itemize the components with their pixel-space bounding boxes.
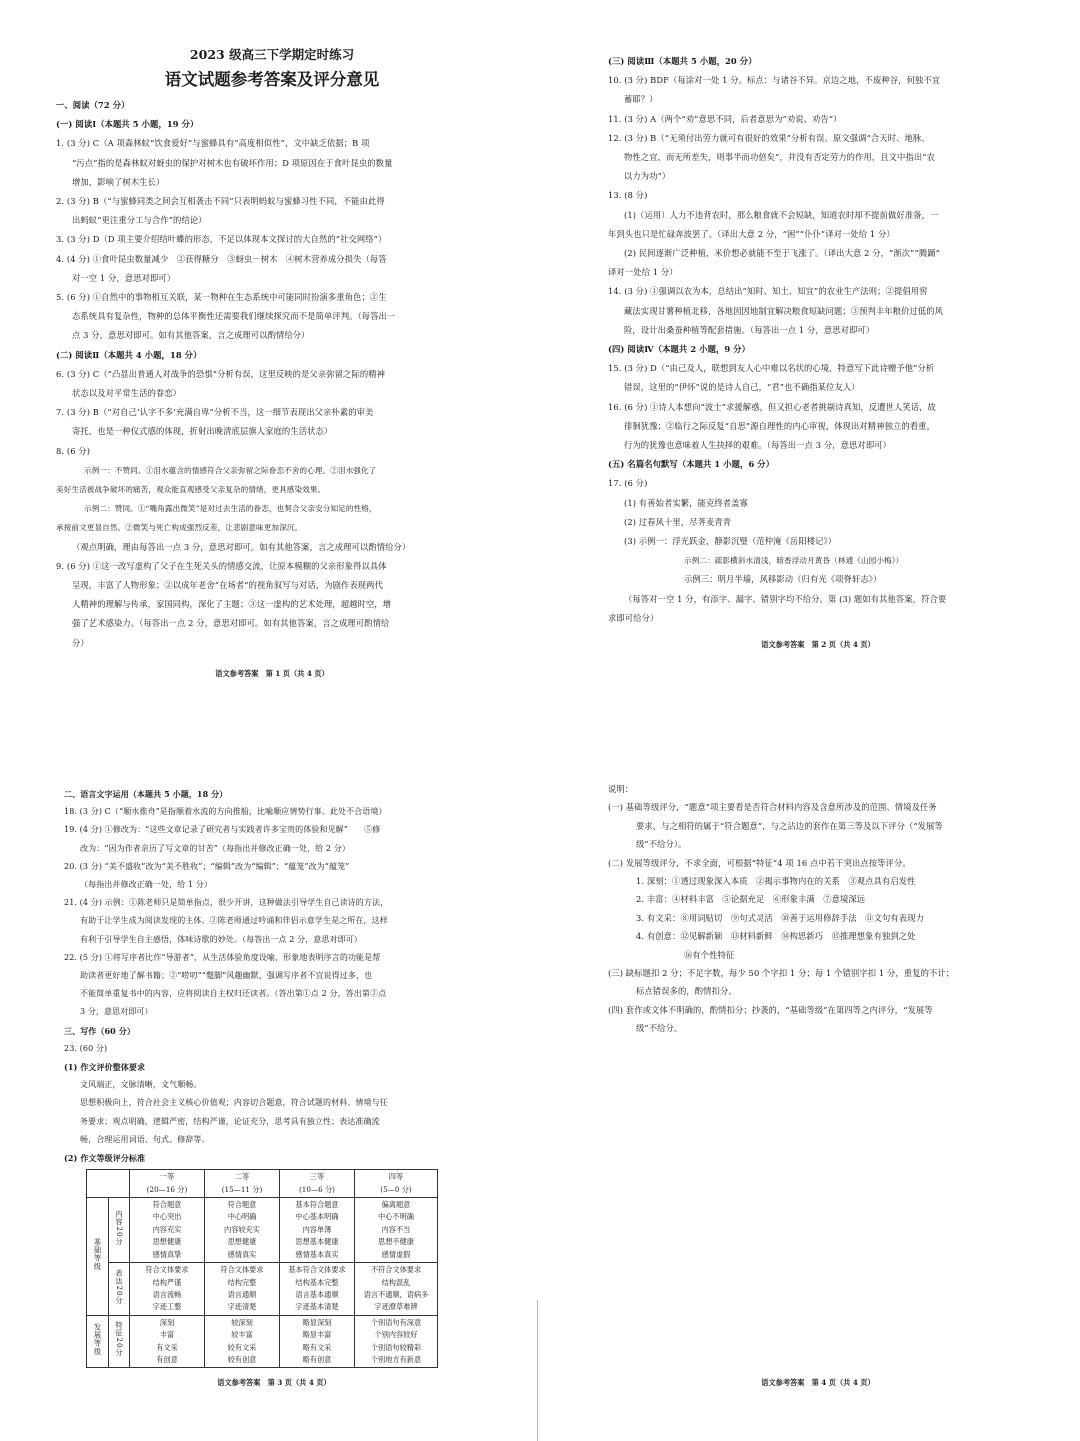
text-line: 4. (4 分) ①食叶昆虫数量减少 ②获得糖分 ③蚜虫－树木 ④树木营养成分损失（每答: [56, 253, 387, 264]
text-line: 示例三：明月半墙，风移影动（归有光《项脊轩志》）: [684, 574, 882, 585]
text-line: (1) 作文评价整体要求: [64, 1062, 146, 1073]
text-line: 19. (4 分) ①修改为：“这些文章记录了研究者与实践者许多宝贵的体验和见解” ⑤修: [64, 825, 381, 835]
table-cell: 基本符合题意 中心基本明确 内容单薄 思想基本健康 感情基本真实: [280, 1198, 355, 1263]
page-footer: 语文参考答案 第 2 页（共 4 页）: [761, 640, 875, 650]
text-line: 险，设计出桑蚕种植等配套措施。（每答出一点 1 分，意思对即可）: [624, 324, 875, 335]
text-line: 说明：: [608, 784, 634, 794]
text-line: 译对一处给 1 分）: [608, 267, 678, 278]
text-line: 务要求；观点明确，逻辑严密，结构严谨，论证充分，思考具有独立性；表达准确流: [80, 1116, 380, 1126]
text-line: 21. (4 分) 示例：①陈老师只是简单指点，很少开讲，这种做法引导学生自己读诗的方法，: [64, 898, 389, 908]
text-line: 行为的犹豫也意味着人生抉择的艰难。（每答出一点 3 分，意思对即可）: [624, 440, 892, 451]
page-3-content: [64, 785, 484, 1167]
text-line: 13. (8 分): [608, 190, 648, 201]
text-line: 以力为功”）: [624, 171, 671, 182]
text-line: 级”不给分）。: [636, 839, 687, 850]
text-line: 人精神的理解与传承，家国同构，深化了主题；③这一虚构的艺术处理，超越时空，增: [72, 599, 392, 610]
text-line: (一) 阅读Ⅰ（本题共 5 小题，19 分）: [56, 119, 199, 130]
row-label: 内容20分: [108, 1198, 130, 1263]
group-dev-label: 发展等级: [87, 1315, 109, 1368]
text-line: 1. 深刻：①透过现象深入本质 ②揭示事物内在的关系 ③观点具有启发性: [636, 876, 916, 887]
page-footer: 语文参考答案 第 4 页（共 4 页）: [761, 1378, 875, 1387]
exam-title: 2023 级高三下学期定时练习: [189, 47, 355, 62]
text-line: （观点明确，理由每答出一点 3 分，意思对即可。如有其他答案，言之成理可以酌情给分）: [72, 541, 411, 552]
text-line: 藏法实现甘薯种植北移，各地因因地制宜解决粮食短缺问题；③预判丰年粮价过低的风: [624, 305, 944, 316]
text-line: (1)（运用）人力不违背农时，那么粮食就不会短缺，知道农时却不提前做好准备，一: [624, 209, 939, 220]
text-line: 15. (3 分) D（“由己及人，联想到友人心中难以名状的心境，特意写下此诗赠予他”分析: [608, 363, 935, 374]
text-line: 改为：“因为作者亲历了写文章的甘苦”（每指出并修改正确一处，给 2 分）: [80, 843, 350, 853]
text-line: 3. (3 分) D（D 项主要介绍结叶蝶的形态，不足以体现本文探讨的大自然的“社交网络”）: [56, 234, 387, 245]
text-line: 年到头也只是忙碌奔波罢了。（译出大意 2 分，“困”“仆仆”译对一处给 1 分）: [608, 228, 895, 239]
text-line: 文风端正，文脉清晰，文气顺畅。: [80, 1080, 202, 1090]
table-cell: 符合文体要求 结构严谨 语言流畅 字迹工整: [130, 1263, 205, 1316]
text-line: 求即可给分）: [608, 612, 659, 623]
text-line: 美好生活被战争破坏的痛苦，观众能直观感受父亲复杂的情绪，更具感染效果。: [56, 485, 326, 495]
text-line: (1) 有善始者实繁，能克终者盖寡: [624, 497, 748, 508]
text-line: 6. (3 分) C（“凸显出普通人对战争的恐惧”分析有误，这里反映的是父亲弥留之际的精神: [56, 368, 386, 379]
table-cell: 不符合文体要求 结构混乱 语言不通顺，语病多 字迹潦草难辨: [355, 1263, 438, 1316]
text-line: (2) 作文等级评分标准: [64, 1153, 146, 1164]
text-line: 1. (3 分) C（A 项森林蚁“饮食爱好”与蜜蜂具有“高度相似性”，文中缺乏依据；B 项: [56, 138, 370, 149]
text-line: 16. (6 分) ①诗人本想向“波士”求援解惑，但又担心老者挑剔诗真知，反遭世人笑话，故: [608, 401, 936, 412]
text-line: 承接前文更显自然。②微笑与死亡构成强烈反差，让悲剧意味更加深沉。: [56, 523, 303, 533]
table-cell: 符合题意 中心突出 内容充实 思想健康 感情真挚: [130, 1198, 205, 1263]
grade-header: 四等 (5—0 分): [355, 1170, 438, 1198]
text-line: (三) 阅读Ⅲ（本题共 5 小题，20 分）: [608, 56, 757, 66]
text-line: 呈现，丰富了人物形象；②以成年老舍“在场者”的视角叙写与对话，为剧作表现两代: [72, 580, 383, 591]
page-footer: 语文参考答案 第 1 页（共 4 页）: [215, 668, 329, 678]
text-line: “污点”指的是森林蚁对蚜虫的保护对树木也有破坏作用；D 项原因在于食叶昆虫的数量: [72, 157, 393, 168]
text-line: 分）: [72, 637, 89, 648]
text-line: (二) 阅读Ⅱ（本题共 4 小题，18 分）: [56, 349, 202, 360]
row-label: 特征20分: [108, 1315, 130, 1368]
text-line: 7. (3 分) B（“对自己‘认字不多’充满自卑”分析不当，这一细节表现出父亲朴素的审美: [56, 407, 374, 418]
text-line: 错误，这里的“伊怀”说的是诗人自己，“君”也不确指某位友人）: [624, 382, 860, 393]
text-line: 出蚂蚁“更注重分工与合作”的结论）: [72, 215, 207, 226]
text-line: （每指出并修改正确一处，给 1 分）: [80, 880, 212, 890]
grade-header: 三等 (10—6 分): [280, 1170, 355, 1198]
text-line: 强了艺术感染力。（每答出一点 2 分，意思对即可。如有其他答案，言之成理可酌情给: [72, 618, 390, 629]
table-cell: 基本符合文体要求 结构基本完整 语言基本通顺 字迹基本清楚: [280, 1263, 355, 1316]
table-cell: 符合题意 中心明确 内容较充实 思想健康 感情真实: [205, 1198, 280, 1263]
text-line: 示例二：赞同。①“嘴角露出微笑”是对过去生活的眷恋，也契合父亲安分知足的性格，: [84, 504, 377, 514]
text-line: 对一空 1 分，意思对即可）: [72, 272, 176, 283]
text-line: 10. (3 分) BDF（每涂对一处 1 分。标点：与诸谷不异。京边之地，不废种谷，何独不宜: [608, 75, 941, 86]
text-line: 态系统具有复杂性，物种的总体平衡性还需要我们继续探究而不是简单评判。（每答出一: [72, 311, 396, 322]
text-line: 14. (3 分) ①强调以农为本，总结出“知时、知土、知宜”的农业生产法则；②提倡用窖: [608, 286, 928, 297]
text-line: 三、写作（60 分）: [64, 1025, 135, 1036]
text-line: (五) 名篇名句默写（本题共 1 小题，6 分）: [608, 459, 775, 470]
text-line: 二、语言文字运用（本题共 5 小题，18 分）: [64, 789, 228, 799]
table-cell: 深刻 丰富 有文采 有创意: [130, 1315, 205, 1368]
text-line: （每答对一空 1 分，有添字、漏字、错别字均不给分。第 (3) 题如有其他答案，符合要: [624, 593, 947, 604]
text-line: 级”不给分。: [636, 1023, 683, 1034]
text-line: 思想积极向上，符合社会主义核心价值观；内容切合题意，符合试题的材料、情境与任: [80, 1098, 388, 1108]
text-line: (2) 民间逐渐广泛种植，米价想必就能不至于飞涨了。（译出大意 2 分，“渐次”“腾踊”: [624, 248, 940, 259]
text-line: 17. (6 分): [608, 478, 648, 489]
grade-header: 二等 (15—11 分): [205, 1170, 280, 1198]
text-line: 寄托，也是一种仪式感的体现，折射出晚清底层旗人家庭的生活状态）: [72, 426, 333, 437]
text-line: 徘徊犹豫；②临行之际反复“自思”源自理性的内心审视，体现出对精神独立的看重，: [624, 420, 935, 431]
text-line: 不能简单重复书中的内容，应将阅读自主权归还读者。（答出第①点 2 分，答出第②点: [80, 989, 387, 999]
text-line: 2. (3 分) B（“与蜜蜂同类之间会互相袭击不同”只表明蚂蚁与蜜蜂习性不同，不能由此得: [56, 196, 385, 207]
page-footer: 语文参考答案 第 3 页（共 4 页）: [217, 1378, 331, 1388]
text-line: 20. (3 分) “美不盛收”改为“美不胜收”；“编辑”改为“编辑”；“蕴笼”改为“蕴笼”: [64, 861, 350, 871]
table-cell: 略显深刻 略显丰富 略有文采 略有创意: [280, 1315, 355, 1368]
text-line: 一、阅读（72 分）: [56, 100, 130, 110]
text-line: (三) 缺标题扣 2 分；不足字数，每少 50 个字扣 1 分；每 1 个错别字扣 1 分，重复的不计；: [608, 968, 955, 979]
essay-grading-table: [86, 1169, 438, 1368]
text-line: 示例二：疏影横斜水清浅，暗香浮动月黄昏（林逋《山园小梅》）: [684, 556, 904, 566]
text-line: 5. (6 分) ①自然中的事物相互关联，某一物种在生态系统中可能同时扮演多重角色；②生: [56, 292, 387, 303]
text-line: 标点错误多的，酌情扣分。: [636, 986, 737, 997]
text-line: 畅，合理运用词语、句式、修辞等。: [80, 1134, 210, 1144]
table-row: [87, 1198, 438, 1263]
text-line: 点 3 分，意思对即可。如有其他答案，言之成理可以酌情给分）: [72, 330, 310, 341]
text-line: 3. 有文采：⑧用词贴切 ⑨句式灵活 ⑩善于运用修辞手法 ⑪文句有表现力: [636, 912, 924, 923]
text-line: 状态以及对平常生活的眷恋）: [72, 388, 182, 399]
table-cell: 偏离题意 中心不明确 内容不当 思想不健康 感情虚假: [355, 1198, 438, 1263]
group-basic-label: 基础等级: [87, 1198, 109, 1316]
table-corner: [87, 1170, 130, 1198]
table-row: [87, 1263, 438, 1316]
text-line: 23. (60 分): [64, 1043, 108, 1053]
text-line: (2) 过春风十里，尽荠麦青青: [624, 516, 732, 527]
text-line: 4. 有创意：⑫见解新颖 ⑬材料新鲜 ⑭构思新巧 ⑮推理想象有独到之处: [636, 931, 916, 942]
text-line: ⑯有个性特征: [684, 949, 735, 960]
text-line: 增加，影响了树木生长）: [72, 176, 165, 187]
text-line: (二) 发展等级评分，不求全面，可根据“特征”4 项 16 点中若干突出点按等评分。: [608, 857, 911, 868]
answer-page-3: [64, 785, 484, 1395]
text-line: 蓄耶？）: [624, 94, 658, 105]
text-line: 3 分，意思对即可）: [80, 1007, 153, 1017]
answer-page-2: [608, 52, 1028, 677]
answer-page-1: [56, 40, 488, 680]
text-line: 18. (3 分) C（“顺水推舟”是指顺着水流的方向推船，比喻顺应情势行事。此处不合语境）: [64, 807, 387, 817]
text-line: (一) 基础等级评分，“题意”项主要看是否符合材料内容及含意所涉及的范围、情境及任务: [608, 802, 937, 813]
text-line: 11. (3 分) A（两个“劝”意思不同，后者意思为“劝说、劝告”）: [608, 113, 842, 124]
page-4-content: [608, 780, 1028, 1038]
page-2-content: [608, 52, 1028, 628]
page-1-content: [56, 96, 488, 653]
answer-page-4: [608, 780, 1028, 1395]
text-line: 有助于让学生成为阅读发现的主体。②陈老师通过吟诵和伴侣示意学生是之所在，这样: [80, 916, 388, 926]
text-line: 2. 丰富：④材料丰富 ⑤论据充足 ⑥形象丰满 ⑦意境深远: [636, 894, 866, 905]
table-cell: 个别语句有深意 个别内容较好 个别语句较精彩 个别地方有新意: [355, 1315, 438, 1368]
text-line: 8. (6 分): [56, 445, 91, 456]
table-cell: 较深刻 较丰富 较有文采 较有创意: [205, 1315, 280, 1368]
text-line: 示例一：不赞同。①泪水蕴含的情感符合父亲弥留之际眷恋不舍的心理。②泪水强化了: [84, 465, 377, 475]
table-row: [87, 1315, 438, 1368]
text-line: 助读者更好地了解书籍；②“唠叨”“蹩脚”风趣幽默，强调写序者不宜说得过多，也: [80, 971, 373, 981]
text-line: (3) 示例一：浮光跃金，静影沉璧（范仲淹《岳阳楼记》）: [624, 536, 837, 547]
text-line: 要求，与之相符的属于“符合题意”，与之沾边的套作在第三等及以下评分（“发展等: [636, 820, 943, 831]
text-line: 有利于引导学生自主感悟，体味诗歌的妙处。（每答出一点 2 分，意思对即可）: [80, 934, 362, 944]
text-line: 9. (6 分) ①这一改写虚构了父子在生死关头的情感交流，让原本模糊的父亲形象得以具体: [56, 560, 387, 571]
page-divider: [537, 1300, 538, 1441]
grade-header: 一等 (20—16 分): [130, 1170, 205, 1198]
text-line: (四) 阅读Ⅳ（本题共 2 小题，9 分）: [608, 344, 751, 355]
row-label: 表达20分: [108, 1263, 130, 1316]
text-line: 22. (5 分) ①将写序者比作“导游者”，从生活体验角度设喻，形象地表明序言的功能是帮: [64, 952, 381, 962]
text-line: 物性之宜，而无所差失，则事半而功倍矣”，并没有否定劳力的作用，且文中指出“农: [624, 152, 935, 163]
text-line: 12. (3 分) B（“无须付出劳力就可有很好的效果”分析有误。原文强调“合天时、地脉、: [608, 132, 930, 143]
table-cell: 符合文体要求 结构完整 语言通顺 字迹清楚: [205, 1263, 280, 1316]
text-line: (四) 套作或文体不明确的，酌情扣分；抄袭的，“基础等级”在第四等之内评分，“发展等: [608, 1004, 933, 1015]
document-title: 语文试题参考答案及评分意见: [164, 70, 380, 89]
